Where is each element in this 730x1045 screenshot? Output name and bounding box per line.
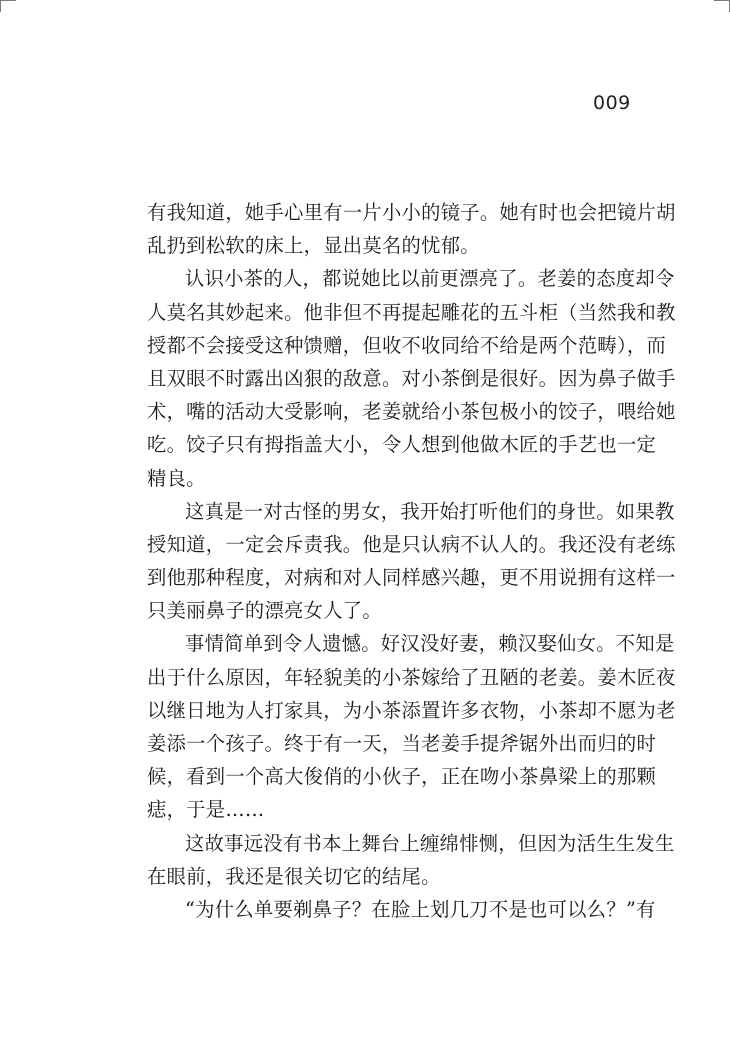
text-line: 人莫名其妙起来。他非但不再提起雕花的五斗柜（当然我和教 xyxy=(147,300,676,324)
text-line: 术，嘴的活动大受影响，老姜就给小茶包极小的饺子，喂给她 xyxy=(147,400,676,424)
crop-mark-top-left-vertical xyxy=(0,0,1,12)
text-line: 只美丽鼻子的漂亮女人了。 xyxy=(147,599,382,623)
text-line: 授知道，一定会斥责我。他是只认病不认人的。我还没有老练 xyxy=(147,532,676,556)
page-number: 009 xyxy=(593,92,631,114)
text-line: 到他那种程度，对病和对人同样感兴趣，更不用说拥有这样一 xyxy=(147,566,676,590)
text-line: 以继日地为人打家具，为小茶添置许多衣物，小茶却不愿为老 xyxy=(147,698,676,722)
text-line: 在眼前，我还是很关切它的结尾。 xyxy=(147,864,441,888)
text-line: 事情简单到令人遗憾。好汉没好妻，赖汉娶仙女。不知是 xyxy=(185,632,675,656)
text-line: “为什么单要剃鼻子？在脸上划几刀不是也可以么？”有 xyxy=(185,897,656,921)
text-line: 候，看到一个高大俊俏的小伙子，正在吻小茶鼻梁上的那颗 xyxy=(147,765,657,789)
text-line: 出于什么原因，年轻貌美的小茶嫁给了丑陋的老姜。姜木匠夜 xyxy=(147,665,676,689)
text-line: 乱扔到松软的床上，显出莫名的忧郁。 xyxy=(147,234,480,258)
text-line: 吃。饺子只有拇指盖大小，令人想到他做木匠的手艺也一定 xyxy=(147,433,657,457)
text-line: 这真是一对古怪的男女，我开始打听他们的身世。如果教 xyxy=(185,499,675,523)
text-line: 这故事远没有书本上舞台上缠绵悱恻，但因为活生生发生 xyxy=(185,831,675,855)
crop-mark-top-left-horizontal xyxy=(0,0,16,1)
text-line: 授都不会接受这种馈赠，但收不收同给不给是两个范畴），而 xyxy=(147,333,667,357)
text-line: 姜添一个孩子。终于有一天，当老姜手提斧锯外出而归的时 xyxy=(147,732,657,755)
text-line: 痣，于是…… xyxy=(147,798,265,822)
text-line: 精良。 xyxy=(147,466,206,490)
text-line: 认识小茶的人，都说她比以前更漂亮了。老姜的态度却令 xyxy=(185,267,675,291)
crop-mark-top-right-horizontal xyxy=(714,0,730,1)
body-text xyxy=(147,196,676,926)
text-line: 有我知道，她手心里有一片小小的镜子。她有时也会把镜片胡 xyxy=(147,201,676,224)
text-line: 且双眼不时露出凶狠的敌意。对小茶倒是很好。因为鼻子做手 xyxy=(147,366,676,390)
